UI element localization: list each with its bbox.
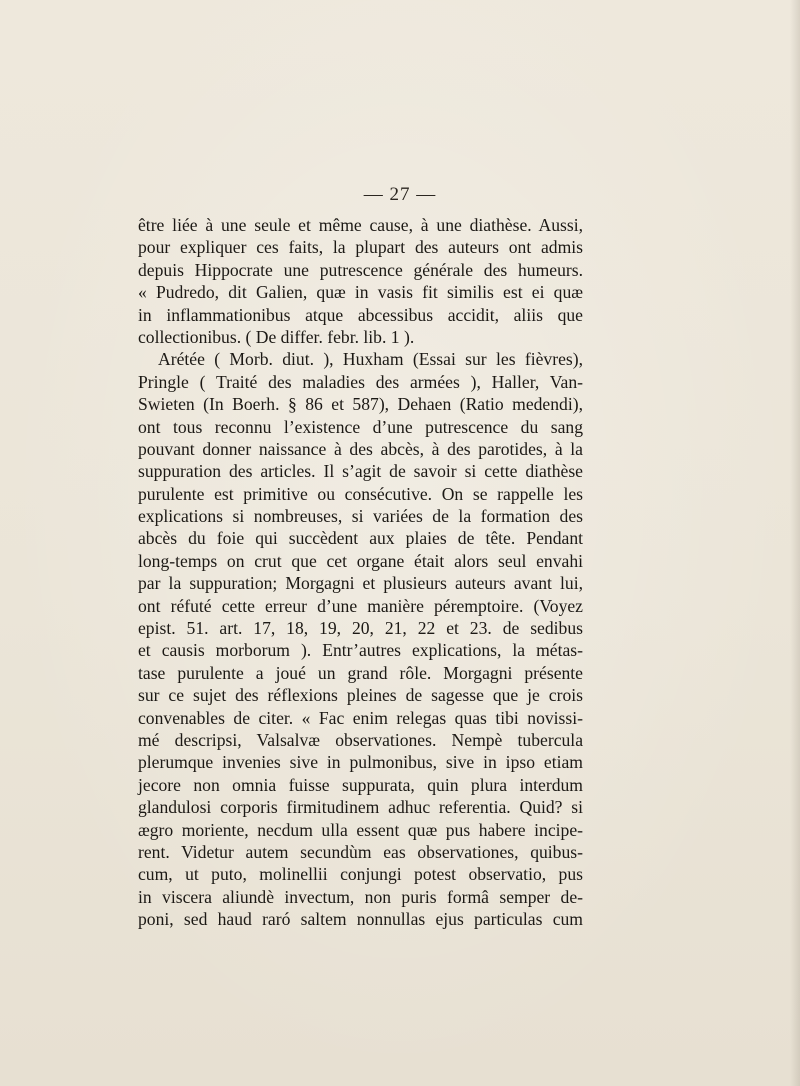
text-line: ont réfuté cette erreur d’une manière péremptoire. (Voyez bbox=[138, 595, 583, 616]
text-line: poni, sed haud raró saltem nonnullas ejus particulas cum bbox=[138, 909, 583, 930]
text-line: jecore non omnia fuisse suppurata, quin plura interdum bbox=[138, 774, 583, 795]
text-line: Swieten (In Boerh. § 86 et 587), Dehaen (Ratio medendi), bbox=[138, 394, 583, 415]
text-line: suppuration des articles. Il s’agit de savoir si cette diathèse bbox=[138, 461, 583, 482]
text-line: pouvant donner naissance à des abcès, à des parotides, à la bbox=[138, 438, 583, 459]
text-line: et causis morborum ). Entr’autres explications, la métas- bbox=[138, 640, 583, 661]
text-line: plerumque invenies sive in pulmonibus, sive in ipso etiam bbox=[138, 752, 583, 773]
text-line: ont tous reconnu l’existence d’une putrescence du sang bbox=[138, 416, 583, 437]
text-line: explications si nombreuses, si variées de la formation des bbox=[138, 506, 583, 527]
body-text bbox=[138, 214, 583, 931]
text-line: tase purulente a joué un grand rôle. Morgagni présente bbox=[138, 662, 583, 683]
text-line: cum, ut puto, molinellii conjungi potest observatio, pus bbox=[138, 864, 583, 885]
page-number: — 27 — bbox=[363, 184, 437, 205]
text-line: collectionibus. ( De differ. febr. lib. 1 ). bbox=[138, 326, 415, 347]
text-line: Arétée ( Morb. diut. ), Huxham (Essai sur les fièvres), bbox=[158, 349, 583, 370]
text-line: abcès du foie qui succèdent aux plaies de tête. Pendant bbox=[138, 528, 583, 549]
text-line: glandulosi corporis firmitudinem adhuc referentia. Quid? si bbox=[138, 797, 583, 818]
text-line: in inflammationibus atque abcessibus accidit, aliis que bbox=[138, 304, 583, 325]
text-line: long-temps on crut que cet organe était alors seul envahi bbox=[138, 550, 583, 571]
text-line: Pringle ( Traité des maladies des armées ), Haller, Van- bbox=[138, 371, 583, 392]
text-line: mé descripsi, Valsalvæ observationes. Nempè tubercula bbox=[138, 729, 583, 750]
text-line: par la suppuration; Morgagni et plusieurs auteurs avant lui, bbox=[138, 573, 583, 594]
text-line: rent. Videtur autem secundùm eas observationes, quibus- bbox=[138, 841, 583, 862]
text-line: in viscera aliundè invectum, non puris formâ semper de- bbox=[138, 886, 583, 907]
text-line: pour expliquer ces faits, la plupart des auteurs ont admis bbox=[138, 237, 583, 258]
page-edge-shadow bbox=[790, 0, 800, 1086]
text-line: « Pudredo, dit Galien, quæ in vasis fit similis est ei quæ bbox=[138, 282, 583, 303]
text-line: purulente est primitive ou consécutive. On se rappelle les bbox=[138, 483, 583, 504]
text-line: sur ce sujet des réflexions pleines de sagesse que je crois bbox=[138, 685, 583, 706]
text-line: être liée à une seule et même cause, à une diathèse. Aussi, bbox=[138, 215, 583, 235]
text-line: convenables de citer. « Fac enim relegas quas tibi novissi- bbox=[138, 707, 583, 728]
text-line: ægro moriente, necdum ulla essent quæ pus habere incipe- bbox=[138, 819, 583, 840]
text-line: depuis Hippocrate une putrescence générale des humeurs. bbox=[138, 259, 583, 280]
text-line: epist. 51. art. 17, 18, 19, 20, 21, 22 et 23. de sedibus bbox=[138, 618, 583, 639]
